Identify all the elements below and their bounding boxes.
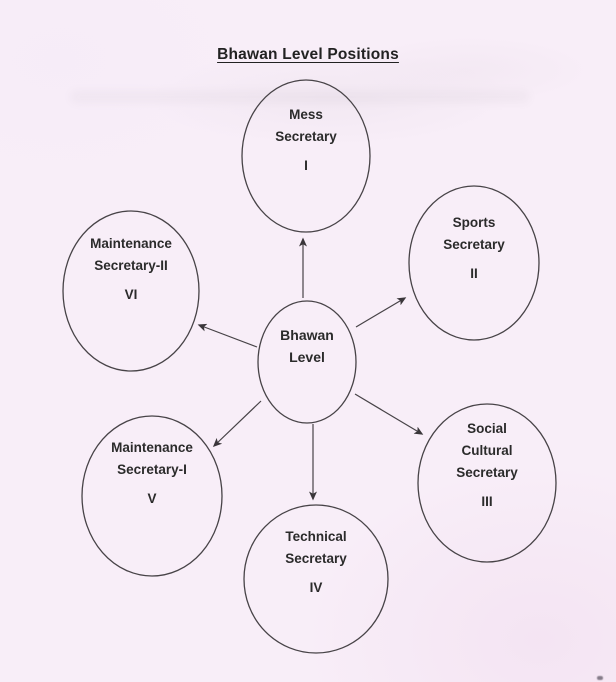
sports-secretary-numeral: II bbox=[470, 266, 478, 281]
social-cultural-secretary-label-line: Social bbox=[467, 421, 507, 436]
bhawan-level-label-line: Level bbox=[289, 349, 325, 365]
arrows-layer bbox=[199, 239, 422, 499]
maintenance-secretary-1-label-line: Maintenance bbox=[111, 440, 193, 455]
node-technical-secretary bbox=[244, 505, 388, 653]
sports-secretary-label-line: Sports bbox=[452, 215, 496, 230]
maintenance-secretary-2-label-line: Secretary-II bbox=[94, 258, 168, 273]
mess-secretary-numeral: I bbox=[304, 158, 308, 173]
maintenance-secretary-1-numeral: V bbox=[147, 491, 157, 506]
node-sports-secretary bbox=[409, 186, 539, 340]
mess-secretary-label-line: Secretary bbox=[275, 129, 337, 144]
technical-secretary-label-line: Secretary bbox=[285, 551, 347, 566]
node-bhawan-level bbox=[258, 301, 356, 423]
maintenance-secretary-2-label-line: Maintenance bbox=[90, 236, 172, 251]
maintenance-secretary-1-label-line: Secretary-I bbox=[117, 462, 187, 477]
sports-secretary-label-line: Secretary bbox=[443, 237, 505, 252]
mess-secretary-label-line: Mess bbox=[289, 107, 323, 122]
social-cultural-secretary-label-line: Cultural bbox=[461, 443, 513, 458]
arrow-to-social-cultural-secretary bbox=[355, 394, 422, 434]
technical-secretary-ellipse bbox=[244, 505, 388, 653]
arrow-to-maintenance-secretary-2 bbox=[199, 325, 257, 347]
maintenance-secretary-2-numeral: VI bbox=[124, 287, 138, 302]
bhawan-level-label-line: Bhawan bbox=[280, 327, 334, 343]
mess-secretary-ellipse bbox=[242, 80, 370, 232]
social-cultural-secretary-numeral: III bbox=[481, 494, 493, 509]
technical-secretary-numeral: IV bbox=[309, 580, 323, 595]
node-mess-secretary bbox=[242, 80, 370, 232]
node-maintenance-secretary-2 bbox=[63, 211, 199, 371]
arrow-to-maintenance-secretary-1 bbox=[214, 401, 261, 446]
node-maintenance-secretary-1 bbox=[82, 416, 222, 576]
sports-secretary-ellipse bbox=[409, 186, 539, 340]
arrow-to-sports-secretary bbox=[356, 298, 405, 327]
nodes-layer bbox=[63, 80, 556, 653]
technical-secretary-label-line: Technical bbox=[285, 529, 347, 544]
node-social-cultural-secretary bbox=[418, 404, 556, 562]
page-title: Bhawan Level Positions bbox=[217, 46, 399, 63]
social-cultural-secretary-label-line: Secretary bbox=[456, 465, 518, 480]
